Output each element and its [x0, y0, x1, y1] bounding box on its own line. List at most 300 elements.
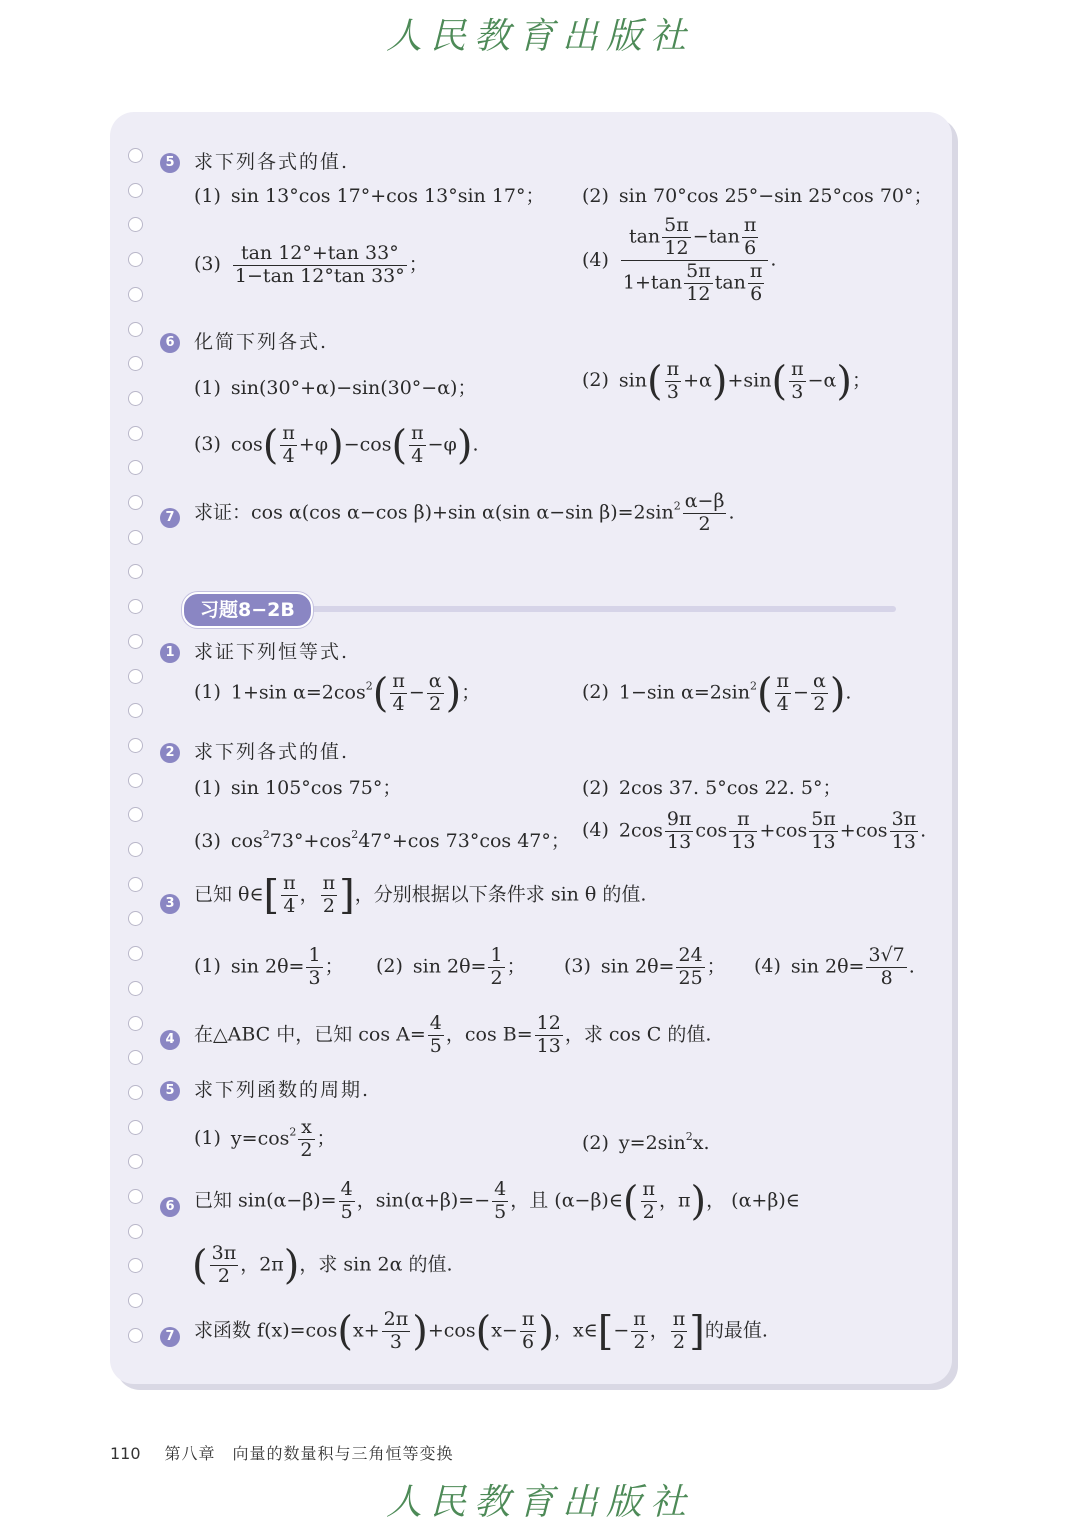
part-label: (2): [582, 369, 609, 392]
numerator: 2π: [383, 1308, 409, 1330]
text: ，求 sin 2α 的值.: [299, 1253, 453, 1276]
compound-fraction: [621, 216, 769, 305]
text: −: [613, 1319, 630, 1342]
text: sin 2θ=: [600, 955, 675, 978]
numerator: 5π: [686, 259, 711, 282]
paren: ): [412, 1308, 428, 1355]
page-footer: [110, 1441, 454, 1464]
spiral-ring: [128, 773, 143, 788]
superscript: 2: [673, 499, 681, 513]
text: ，: [649, 1319, 669, 1342]
numerator: 3π: [211, 1242, 237, 1264]
denominator: 25: [678, 966, 703, 989]
punct: ；: [461, 681, 481, 704]
paren: ): [690, 1178, 707, 1225]
paren: ): [328, 422, 344, 469]
part-2: [376, 946, 526, 989]
text: −: [408, 681, 425, 704]
problem-number-badge: 3: [160, 894, 180, 914]
fraction: [488, 946, 504, 989]
problem-number-badge: 7: [160, 1327, 180, 1347]
text: ，2π: [240, 1253, 284, 1276]
numerator: π: [672, 1308, 686, 1330]
part-text: sin 105°cos 75°；: [230, 777, 402, 799]
part-2: [582, 672, 851, 715]
section-divider: [302, 606, 896, 612]
bracket: ]: [339, 872, 355, 919]
page-number: 110: [110, 1444, 141, 1463]
problem-stem: 求下列各式的值.: [194, 741, 350, 763]
part-label: (2): [582, 777, 609, 799]
denominator: 13: [536, 1034, 561, 1057]
numerator: 24: [678, 944, 703, 966]
fraction: [775, 672, 792, 715]
superscript: 2: [685, 1130, 693, 1143]
denominator: 5: [340, 1200, 353, 1223]
text: 求证：cos α(cos α−cos β)+sin α(sin α−sin β)=2sin: [194, 501, 674, 524]
text: 求函数 f(x)=cos: [194, 1319, 338, 1342]
fraction: [631, 1310, 648, 1353]
spiral-ring: [128, 842, 143, 857]
fraction: [492, 1180, 508, 1223]
text: 1+tan: [622, 271, 683, 294]
numerator: π: [729, 810, 757, 832]
text: sin 2θ=: [412, 955, 487, 978]
text: y=cos: [230, 1127, 290, 1150]
fraction: [409, 424, 426, 467]
part-label: (1): [194, 185, 221, 207]
numerator: 4: [429, 1012, 442, 1034]
part-text: sin(30°+α)−sin(30°−α)；: [230, 377, 477, 399]
denominator: 2: [633, 1330, 646, 1353]
part-label: (2): [376, 955, 403, 978]
denominator: 1−tan 12°tan 33°: [234, 264, 405, 287]
denominator: 3: [791, 380, 804, 403]
part-label: (4): [754, 955, 781, 978]
superscript: 2: [749, 679, 757, 693]
denominator: 2: [813, 692, 826, 715]
paren: ): [829, 670, 846, 717]
numerator: [621, 216, 769, 261]
fraction: [233, 244, 407, 287]
denominator: 12: [686, 282, 711, 305]
part-label: (1): [194, 681, 221, 704]
problem-stem: 求下列函数的周期.: [194, 1079, 371, 1101]
punct: .: [908, 955, 915, 978]
part-label: (1): [194, 377, 221, 399]
numerator: x: [298, 1118, 314, 1140]
part-3: [194, 244, 428, 287]
spiral-ring: [128, 426, 143, 441]
text: 在△ABC 中，已知 cos A=: [194, 1023, 426, 1046]
numerator: 3π: [891, 808, 917, 830]
problem-stem: [194, 1014, 711, 1057]
text: cos: [230, 433, 263, 456]
numerator: π: [743, 214, 757, 236]
denominator: 4: [411, 444, 424, 467]
numerator: π: [322, 872, 336, 894]
text: x+: [352, 1319, 380, 1342]
part-2: [582, 360, 871, 403]
spiral-ring: [128, 1328, 143, 1343]
section-header: [182, 592, 896, 628]
problem-stem: 求下列各式的值.: [194, 151, 350, 173]
part-label: (4): [582, 819, 609, 842]
text: +cos: [759, 819, 808, 842]
part-label: (1): [194, 777, 221, 799]
part-1: [194, 776, 401, 801]
fraction: [306, 946, 322, 989]
part-label: (1): [194, 1127, 221, 1150]
text: sin 2θ=: [230, 955, 305, 978]
problem-number-badge: 5: [160, 153, 180, 173]
superscript: 2: [262, 828, 270, 841]
punct: .: [770, 248, 777, 271]
text: +α: [683, 369, 712, 392]
text: −φ: [427, 433, 457, 456]
spiral-ring: [128, 252, 143, 267]
part-label: (3): [194, 830, 221, 852]
numerator: π: [791, 358, 804, 380]
problem-number-badge: 4: [160, 1030, 180, 1050]
paren: ): [538, 1308, 554, 1355]
fraction: [809, 810, 838, 853]
part-label: (2): [582, 681, 609, 704]
text: ， (α+β)∈: [706, 1189, 800, 1212]
numerator: 1: [308, 944, 321, 966]
part-4: [754, 946, 915, 989]
denominator: 2: [698, 512, 711, 535]
problem-stem-line1: [194, 1180, 800, 1223]
fraction: [427, 672, 444, 715]
denominator: 3: [308, 966, 321, 989]
numerator: 1: [490, 944, 503, 966]
numerator: π: [283, 872, 296, 894]
denominator: 4: [282, 444, 295, 467]
paren: (: [262, 422, 279, 469]
part-1: [194, 946, 344, 989]
paren: ): [711, 358, 728, 405]
part-3: [194, 828, 570, 854]
fraction: [684, 259, 713, 305]
spiral-ring: [128, 981, 143, 996]
text: tan: [714, 271, 746, 294]
text: ，cos B=: [445, 1023, 533, 1046]
numerator: π: [642, 1178, 656, 1200]
denominator: 2: [322, 894, 335, 917]
fraction: [665, 810, 694, 853]
text: −cos: [343, 433, 392, 456]
punct: .: [472, 433, 479, 456]
part-text: sin 13°cos 17°+cos 13°sin 17°；: [230, 185, 545, 207]
numerator: 5π: [664, 214, 689, 236]
text: 1+sin α=2cos: [230, 681, 366, 704]
part-label: (3): [194, 253, 221, 276]
spiral-ring: [128, 1224, 143, 1239]
section-title: 习题8−2B: [182, 592, 313, 628]
part-2: [582, 184, 933, 209]
text: 已知 sin(α−β)=: [194, 1189, 337, 1212]
part-3: [564, 946, 726, 989]
part-label: (3): [564, 955, 591, 978]
text: 47°+cos 73°cos 47°；: [358, 830, 570, 852]
paren: ): [283, 1242, 300, 1289]
part-3: [194, 424, 478, 467]
problem-stem: [194, 874, 646, 917]
part-2: [582, 1130, 710, 1156]
superscript: 2: [365, 679, 373, 693]
punct: ；: [316, 1127, 336, 1150]
text: 已知 θ∈: [194, 883, 264, 906]
fraction: [339, 1180, 355, 1223]
fraction: [671, 1310, 688, 1353]
text: 2cos: [618, 819, 663, 842]
paren: (: [647, 358, 663, 405]
fraction: [665, 360, 682, 403]
numerator: π: [521, 1308, 535, 1330]
problem-number-badge: 6: [160, 1197, 180, 1217]
spiral-ring: [128, 634, 143, 649]
paren: (: [192, 1242, 208, 1289]
numerator: tan 12°+tan 33°: [233, 244, 407, 266]
denominator: 13: [811, 830, 836, 853]
denominator: 5: [429, 1034, 442, 1057]
denominator: 6: [522, 1330, 535, 1353]
numerator: π: [749, 259, 763, 282]
denominator: 13: [731, 830, 756, 853]
numerator: 3√7: [868, 944, 905, 966]
paren: ): [456, 422, 473, 469]
text: x.: [692, 1132, 710, 1154]
problem-number-badge: 2: [160, 743, 180, 763]
part-1: [194, 1118, 336, 1161]
denominator: 13: [667, 830, 692, 853]
part-1: [194, 672, 480, 715]
text: ，求 cos C 的值.: [564, 1023, 712, 1046]
publisher-logo-top: 人民教育出版社: [385, 16, 694, 57]
part-1: [194, 376, 476, 401]
numerator: 12: [536, 1012, 561, 1034]
spiral-ring: [128, 738, 143, 753]
text: 73°+cos: [269, 830, 352, 852]
denominator: 4: [392, 692, 405, 715]
text: x−: [491, 1319, 518, 1342]
text: ，且 (α−β)∈: [510, 1189, 623, 1212]
fraction: [676, 946, 704, 989]
text: sin: [618, 369, 647, 392]
part-label: (2): [582, 185, 609, 207]
denominator: 4: [283, 894, 296, 917]
spiral-ring: [128, 1085, 143, 1100]
punct: ；: [408, 253, 428, 276]
paren: (: [337, 1308, 353, 1355]
paren: (: [372, 670, 389, 717]
part-4: [582, 810, 926, 853]
problem-stem: 求证下列恒等式.: [194, 641, 350, 663]
numerator: π: [666, 358, 680, 380]
bracket: [: [263, 872, 280, 919]
spiral-ring: [128, 1293, 143, 1308]
denominator: 2: [429, 692, 442, 715]
text: −tan: [692, 225, 740, 248]
superscript: 2: [289, 1125, 297, 1139]
numerator: 4: [494, 1178, 507, 1200]
fraction: [742, 216, 759, 259]
denominator: 4: [776, 692, 789, 715]
text: 1−sin α=2sin: [618, 681, 750, 704]
text: tan: [628, 225, 661, 248]
spiral-ring: [128, 287, 143, 302]
fraction: [210, 1244, 239, 1287]
fraction: [866, 946, 906, 989]
problem-stem: [194, 492, 735, 535]
denominator: 5: [494, 1200, 507, 1223]
punct: ；: [706, 955, 726, 978]
numerator: π: [411, 422, 424, 444]
paren: ): [445, 670, 462, 717]
text: ，π: [659, 1189, 691, 1212]
text: cos: [230, 830, 263, 852]
text: ，sin(α+β)=−: [356, 1189, 491, 1212]
part-2: [582, 776, 841, 801]
punct: ；: [851, 369, 871, 392]
denominator: 3: [666, 380, 679, 403]
fraction: [298, 1118, 314, 1161]
fraction: [390, 672, 407, 715]
text: ，分别根据以下条件求 sin θ 的值.: [354, 883, 647, 906]
text: +cos: [839, 819, 888, 842]
text: sin 2θ=: [790, 955, 865, 978]
denominator: 6: [750, 282, 763, 305]
superscript: 2: [351, 828, 359, 841]
numerator: α: [812, 670, 826, 692]
part-label: (2): [582, 1132, 609, 1154]
text: −: [793, 681, 809, 704]
spiral-ring: [128, 946, 143, 961]
punct: .: [845, 681, 852, 704]
spiral-ring: [128, 1120, 143, 1135]
fraction: [890, 810, 919, 853]
numerator: 9π: [666, 808, 692, 830]
numerator: 4: [340, 1178, 353, 1200]
text: +cos: [427, 1319, 476, 1342]
text: −α: [807, 369, 837, 392]
punct: .: [920, 819, 927, 842]
part-label: (4): [582, 249, 609, 272]
text: cos: [695, 819, 728, 842]
paren: (: [771, 358, 788, 405]
fraction: [520, 1310, 537, 1353]
denominator: 2: [217, 1264, 230, 1287]
spiral-ring: [128, 148, 143, 163]
text: ，: [299, 883, 319, 906]
fraction: [382, 1310, 411, 1353]
numerator: π: [633, 1308, 646, 1330]
part-1: [194, 184, 545, 209]
denominator: 13: [891, 830, 916, 853]
paren: (: [756, 670, 773, 717]
problem-stem-line2: [192, 1244, 453, 1287]
spiral-ring: [128, 322, 143, 337]
part-text: sin 70°cos 25°−sin 25°cos 70°；: [618, 185, 933, 207]
problem-number-badge: 7: [160, 508, 180, 528]
numerator: α: [428, 670, 442, 692]
punct: .: [728, 501, 735, 524]
paren: (: [475, 1308, 492, 1355]
bracket: ]: [689, 1308, 705, 1355]
part-label: (1): [194, 955, 221, 978]
paren: (: [391, 422, 408, 469]
denominator: 12: [664, 236, 689, 259]
part-label: (3): [194, 433, 221, 456]
spiral-ring: [128, 183, 143, 198]
denominator: 2: [672, 1330, 686, 1353]
spiral-ring: [128, 391, 143, 406]
fraction: [683, 492, 727, 535]
spiral-ring: [128, 530, 143, 545]
spiral-ring: [128, 1189, 143, 1204]
part-4: [582, 216, 776, 305]
denominator: 2: [642, 1200, 655, 1223]
publisher-logo-bottom: 人民教育出版社: [385, 1482, 694, 1523]
text: 的最值.: [704, 1319, 768, 1342]
text: +φ: [298, 433, 329, 456]
fraction: [789, 360, 806, 403]
bracket: [: [597, 1308, 614, 1355]
punct: ；: [506, 955, 526, 978]
numerator: α−β: [684, 490, 725, 512]
fraction: [641, 1180, 658, 1223]
denominator: 2: [300, 1138, 313, 1161]
spiral-ring: [128, 495, 143, 510]
punct: ；: [324, 955, 344, 978]
fraction: [281, 874, 298, 917]
paren: ): [836, 358, 852, 405]
numerator: π: [776, 670, 790, 692]
problem-stem: [194, 1310, 768, 1353]
paren: (: [622, 1178, 639, 1225]
problem-number-badge: 6: [160, 333, 180, 353]
denominator: 6: [744, 236, 757, 259]
spiral-ring: [128, 669, 143, 684]
chapter-title: 第八章 向量的数量积与三角恒等变换: [164, 1444, 454, 1463]
fraction: [321, 874, 338, 917]
spiral-ring: [128, 599, 143, 614]
fraction: [662, 216, 691, 259]
numerator: π: [282, 422, 295, 444]
fraction: [811, 672, 828, 715]
problem-stem: 化简下列各式.: [194, 331, 329, 353]
text: y=2sin: [618, 1132, 686, 1154]
numerator: π: [392, 670, 405, 692]
fraction: [729, 810, 757, 853]
denominator: 3: [389, 1330, 402, 1353]
denominator: [621, 261, 769, 305]
denominator: 8: [880, 966, 893, 989]
spiral-ring: [128, 1016, 143, 1031]
numerator: 5π: [811, 808, 836, 830]
denominator: 2: [490, 966, 503, 989]
text: ，x∈: [553, 1319, 598, 1342]
problem-number-badge: 1: [160, 643, 180, 663]
fraction: [535, 1014, 563, 1057]
spiral-ring: [128, 877, 143, 892]
fraction: [428, 1014, 444, 1057]
fraction: [280, 424, 297, 467]
part-text: 2cos 37. 5°cos 22. 5°；: [618, 777, 842, 799]
fraction: [748, 259, 765, 305]
problem-number-badge: 5: [160, 1081, 180, 1101]
